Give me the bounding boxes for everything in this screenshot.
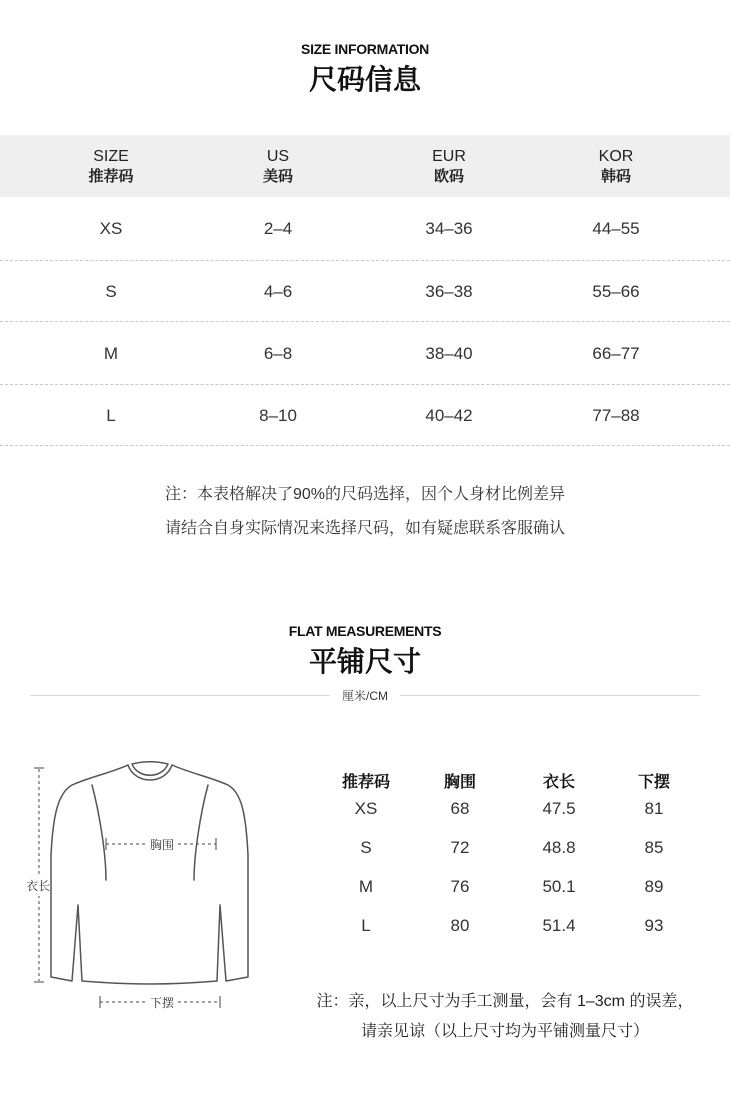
flat-note-line1: 注：亲，以上尺寸为手工测量，会有 1–3cm 的误差，: [316, 993, 694, 1010]
hem-label: 下摆: [150, 996, 175, 1010]
flat-header-hem: 下摆: [637, 774, 670, 791]
table-row: M 6–8 38–40 66–77: [103, 344, 640, 363]
flat-cell: 50.1: [542, 877, 576, 896]
flat-cell: 80: [450, 916, 470, 935]
flat-cell: 68: [450, 799, 470, 818]
flat-cell: 81: [644, 799, 664, 818]
flat-cell: S: [360, 838, 372, 857]
table-row: XS 2–4 34–36 44–55: [99, 219, 640, 238]
size-table-header: [0, 135, 730, 197]
flat-cell: 48.8: [542, 838, 576, 857]
flat-title-en: FLAT MEASUREMENTS: [288, 623, 442, 639]
flat-cell: 47.5: [542, 799, 576, 818]
flat-cell: 85: [644, 838, 664, 857]
row-divider: [0, 445, 730, 446]
chest-label: 胸围: [150, 838, 175, 852]
flat-cell: 51.4: [542, 916, 576, 935]
flat-header-length: 衣长: [542, 774, 575, 791]
divider-line-left: [30, 695, 330, 696]
table-row: S 4–6 36–38 55–66: [105, 282, 640, 301]
flat-cell: 89: [644, 877, 664, 896]
flat-header-chest: 胸围: [443, 774, 476, 791]
size-note-line1: 注：本表格解决了90%的尺码选择，因个人身材比例差异: [164, 486, 566, 503]
header-us: US 美码: [262, 148, 293, 185]
divider-line-right: [400, 695, 700, 696]
header-kor: KOR 韩码: [598, 148, 634, 185]
length-label: 衣长: [26, 875, 50, 896]
size-title-zh: 尺码信息: [308, 64, 421, 95]
flat-cell: 93: [644, 916, 664, 935]
flat-cell: XS: [354, 799, 378, 818]
size-note-line2: 请结合自身实际情况来选择尺码，如有疑虑联系客服确认: [164, 520, 565, 537]
flat-cell: 72: [450, 838, 470, 857]
unit-label: 厘米/CM: [342, 689, 388, 703]
flat-cell: 76: [450, 877, 470, 896]
header-size: SIZE 推荐码: [88, 148, 134, 185]
table-row: L 8–10 40–42 77–88: [106, 406, 640, 425]
flat-title-zh: 平铺尺寸: [308, 646, 421, 677]
flat-header-size: 推荐码: [341, 774, 390, 791]
long-sleeve-shirt-icon: [20, 755, 290, 1015]
flat-note-line2: 请亲见谅（以上尺寸均为平铺测量尺寸）: [360, 1023, 649, 1040]
flat-cell: L: [361, 916, 371, 935]
size-title-en: SIZE INFORMATION: [301, 41, 429, 57]
flat-cell: M: [358, 877, 374, 896]
header-eur: EUR 欧码: [432, 148, 466, 185]
